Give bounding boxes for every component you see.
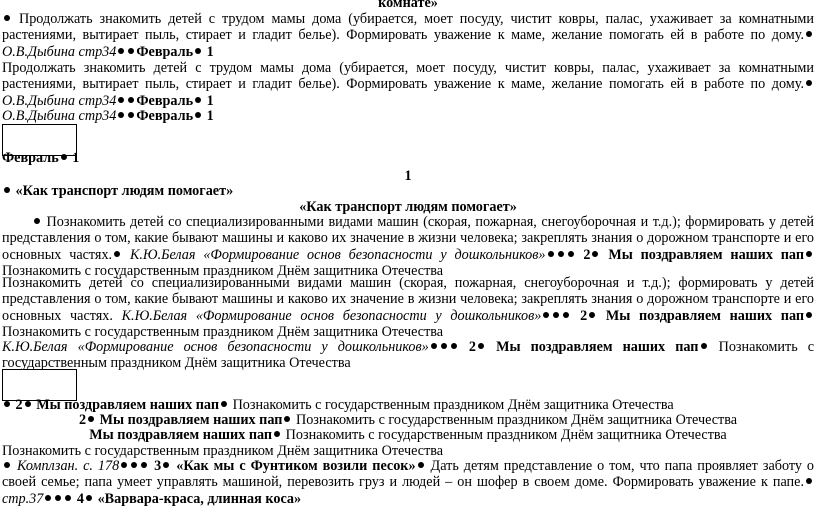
- line-3d: Познакомить с государственным праздником Днём защитника Отечества: [2, 443, 444, 459]
- author-line: О.В.Дыбина стр34 Февраль 1: [2, 108, 214, 124]
- paragraph-4: Комплзан. с. 178 3 «Как мы с Фунтиком возили песок» Дать детям представление о том, что папа проявляет заботу о своей семье; папа умеет управлять машиной, перевозить груз и людей – он шофер в своем доме. Формировать уважение к папе. стр.37 4 «Варвара-краса, длинная коса»: [2, 458, 815, 507]
- month-line: Февраль 1: [2, 150, 80, 166]
- paragraph-1-repeat: Продолжать знакомить детей с трудом мамы дома (убирается, моет посуду, чистит ковры, палас, ухаживает за комнатными растениями, вытирает пыль, стирает и гладит белье). Формировать уважение к маме, желание помогать ей в работе по дому. О.В.Дыбина стр34 Февраль 1: [2, 60, 814, 109]
- topic-title: «Как транспорт людям помогает»: [299, 199, 517, 215]
- author-2-line: К.Ю.Белая «Формирование основ безопасности у дошкольников» 2 Мы поздравляем наших пап Познакомить с государственным праздником Днём защитника Отечества: [2, 339, 815, 372]
- page-number: 1: [404, 168, 412, 184]
- paragraph-2: Познакомить детей со специализированными видами машин (скорая, пожарная, снегоуборочная и т.д.); формировать у детей представления о том, какие бывают машины и каково их значение в жизни человека; закреплять знания о дорожном транспорте и его основных частях. К.Ю.Белая «Формирование основ безопасности у дошкольников» 2 Мы поздравляем наших пап Познакомить с государственным праздником Днём защитника Отечества: [2, 214, 815, 280]
- paragraph-1: Продолжать знакомить детей с трудом мамы дома (убирается, моет посуду, чистит ковры, палас, ухаживает за комнатными растениями, вытирает пыль, стирает и гладит белье). Формировать уважение к маме, желание помогать ей в работе по дому. О.В.Дыбина стр34 Февраль 1: [2, 11, 814, 60]
- line-3c: Мы поздравляем наших пап Познакомить с государственным праздником Днём защитника Отечества: [89, 427, 727, 443]
- bullet-icon: [806, 31, 812, 37]
- line-3b: 2 Мы поздравляем наших пап Познакомить с государственным праздником Днём защитника Отечества: [78, 412, 738, 428]
- continued-title: комнате»: [378, 0, 438, 11]
- topic-line: «Как транспорт людям помогает»: [2, 183, 814, 199]
- author-ref: О.В.Дыбина стр34: [2, 43, 117, 60]
- paragraph-2-repeat: Познакомить детей со специализированными видами машин (скорая, пожарная, снегоуборочная и т.д.); формировать у детей представления о том, какие бывают машины и каково их значение в жизни человека; закреплять знания о дорожном транспорте и его основных частях. К.Ю.Белая «Формирование основ безопасности у дошкольников» 2 Мы поздравляем наших пап Познакомить с государственным праздником Днём защитника Отечества: [2, 275, 814, 341]
- bullet-icon: [4, 15, 10, 21]
- line-3a: 2 Мы поздравляем наших пап Познакомить с государственным праздником Днём защитника Отечества: [2, 397, 814, 413]
